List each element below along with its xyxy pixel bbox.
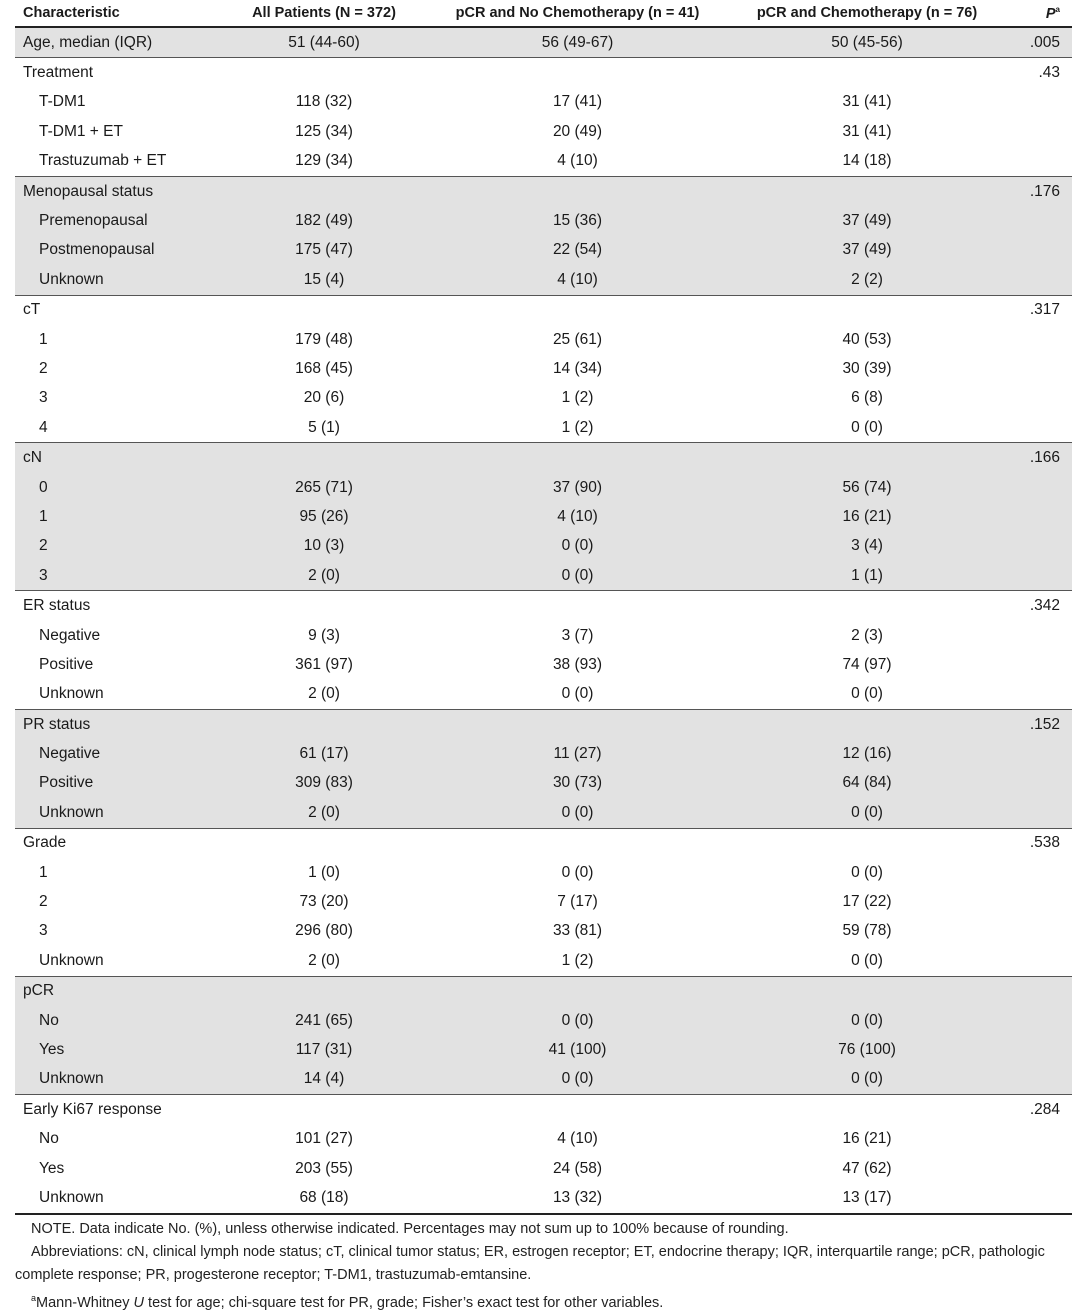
cell-pcr-no-chemotherapy: 0 (0)	[561, 685, 594, 703]
cell-p-value: .166	[1016, 443, 1072, 473]
row-label: Unknown	[39, 951, 104, 969]
cell-p-value	[1016, 946, 1072, 976]
table-row	[15, 88, 1072, 117]
cell-pcr-chemotherapy: 74 (97)	[842, 655, 892, 673]
row-label: 0	[15, 473, 211, 502]
cell-p-value	[1016, 739, 1072, 768]
footnote-a-text-u: U	[133, 1294, 145, 1311]
cell-pcr-chemotherapy: 3 (4)	[718, 532, 1016, 561]
cell-all-patients	[211, 709, 437, 739]
cell-pcr-no-chemotherapy: 20 (49)	[552, 122, 603, 140]
table-row	[15, 443, 1072, 473]
row-label: ER status	[15, 591, 211, 621]
header-p-footnote-marker: a	[1055, 4, 1060, 14]
row-label: Negative	[39, 626, 101, 644]
cell-pcr-chemotherapy: 76 (100)	[718, 1035, 1016, 1064]
cell-pcr-chemotherapy: 2 (2)	[718, 265, 1016, 295]
cell-pcr-no-chemotherapy	[437, 443, 718, 473]
row-label: 2	[39, 893, 48, 911]
cell-pcr-no-chemotherapy: 41 (100)	[437, 1035, 718, 1064]
cell-pcr-chemotherapy	[718, 443, 1016, 473]
cell-pcr-no-chemotherapy	[437, 295, 718, 325]
cell-p-value: .284	[1016, 1095, 1072, 1125]
row-label: 1	[15, 502, 211, 531]
row-label: Treatment	[15, 58, 211, 88]
cell-pcr-chemotherapy: 16 (21)	[718, 502, 1016, 531]
cell-pcr-chemotherapy: 0 (0)	[851, 863, 883, 881]
cell-p-value	[1016, 1035, 1072, 1064]
header-characteristic: Characteristic	[15, 0, 211, 27]
cell-pcr-chemotherapy: 0 (0)	[718, 1006, 1016, 1035]
cell-all-patients: 118 (32)	[295, 93, 353, 111]
cell-pcr-chemotherapy: 37 (49)	[718, 206, 1016, 235]
cell-all-patients: 2 (0)	[211, 798, 437, 828]
characteristics-table-container	[15, 0, 1072, 1215]
cell-pcr-chemotherapy: 1 (1)	[718, 561, 1016, 591]
cell-p-value	[1016, 147, 1072, 177]
cell-all-patients	[211, 828, 437, 858]
row-label: Positive	[39, 655, 94, 673]
cell-pcr-no-chemotherapy	[437, 58, 718, 88]
cell-p-value	[1016, 1154, 1072, 1183]
table-row	[15, 769, 1072, 798]
table-row	[15, 117, 1072, 146]
cell-p-value	[1016, 1065, 1072, 1095]
cell-p-value: .176	[1016, 176, 1072, 206]
table-header	[15, 0, 1072, 27]
cell-pcr-chemotherapy: 6 (8)	[851, 389, 883, 407]
table-row	[15, 295, 1072, 325]
cell-p-value	[1016, 650, 1072, 679]
cell-pcr-no-chemotherapy: 4 (10)	[557, 1130, 598, 1148]
cell-p-value	[1016, 325, 1072, 354]
header-p-label: P	[1045, 5, 1056, 22]
cell-all-patients: 125 (34)	[295, 122, 353, 140]
cell-p-value: .005	[1016, 27, 1072, 58]
row-label: Age, median (IQR)	[15, 27, 211, 58]
table-row	[15, 413, 1072, 443]
cell-p-value	[1016, 265, 1072, 295]
cell-pcr-chemotherapy: 13 (17)	[718, 1183, 1016, 1213]
table-row	[15, 1154, 1072, 1183]
cell-all-patients: 1 (0)	[308, 863, 340, 881]
cell-p-value	[1016, 88, 1072, 117]
row-label: cT	[15, 295, 211, 325]
cell-pcr-no-chemotherapy: 1 (2)	[561, 418, 594, 436]
table-row	[15, 384, 1072, 413]
cell-pcr-chemotherapy	[718, 976, 1016, 1006]
table-row	[15, 176, 1072, 206]
cell-pcr-no-chemotherapy	[437, 591, 718, 621]
row-label: PR status	[15, 709, 211, 739]
cell-pcr-no-chemotherapy: 30 (73)	[437, 769, 718, 798]
cell-all-patients: 2 (0)	[308, 951, 340, 969]
characteristics-table	[15, 0, 1072, 1215]
row-label: Trastuzumab + ET	[39, 152, 167, 170]
cell-p-value	[1016, 561, 1072, 591]
cell-p-value	[1016, 1006, 1072, 1035]
cell-pcr-chemotherapy: 64 (84)	[718, 769, 1016, 798]
row-label: Positive	[15, 769, 211, 798]
cell-p-value	[1016, 532, 1072, 561]
cell-p-value: .152	[1016, 709, 1072, 739]
row-label: Unknown	[15, 798, 211, 828]
row-label: 3	[15, 561, 211, 591]
table-row	[15, 946, 1072, 976]
cell-p-value	[1016, 887, 1072, 916]
cell-pcr-no-chemotherapy: 33 (81)	[552, 922, 603, 940]
row-label: No	[15, 1006, 211, 1035]
cell-p-value	[1016, 1183, 1072, 1213]
cell-pcr-no-chemotherapy: 4 (10)	[557, 152, 598, 170]
row-label: Menopausal status	[15, 176, 211, 206]
row-label: Unknown	[39, 685, 104, 703]
cell-all-patients: 309 (83)	[211, 769, 437, 798]
cell-all-patients: 10 (3)	[211, 532, 437, 561]
cell-all-patients: 95 (26)	[211, 502, 437, 531]
cell-p-value	[1016, 858, 1072, 887]
table-row	[15, 1124, 1072, 1153]
cell-p-value	[1016, 917, 1072, 946]
cell-pcr-no-chemotherapy: 13 (32)	[437, 1183, 718, 1213]
cell-pcr-no-chemotherapy: 1 (2)	[561, 389, 594, 407]
table-row	[15, 532, 1072, 561]
row-label: 1	[39, 863, 48, 881]
row-label: Unknown	[15, 1183, 211, 1213]
cell-pcr-no-chemotherapy: 4 (10)	[437, 502, 718, 531]
cell-pcr-no-chemotherapy: 0 (0)	[437, 1065, 718, 1095]
cell-p-value	[1016, 680, 1072, 710]
cell-pcr-no-chemotherapy	[437, 1095, 718, 1125]
table-row	[15, 917, 1072, 946]
table-row	[15, 206, 1072, 235]
table-row	[15, 561, 1072, 591]
cell-pcr-chemotherapy: 0 (0)	[851, 951, 883, 969]
table-row	[15, 976, 1072, 1006]
cell-pcr-no-chemotherapy	[437, 709, 718, 739]
cell-p-value	[1016, 502, 1072, 531]
cell-pcr-no-chemotherapy: 0 (0)	[437, 1006, 718, 1035]
footnote-a	[15, 1287, 1070, 1315]
cell-p-value: .317	[1016, 295, 1072, 325]
cell-pcr-no-chemotherapy: 0 (0)	[437, 561, 718, 591]
table-row	[15, 473, 1072, 502]
table-row	[15, 798, 1072, 828]
table-row	[15, 739, 1072, 768]
table-row	[15, 1065, 1072, 1095]
row-label: cN	[15, 443, 211, 473]
cell-p-value: .342	[1016, 591, 1072, 621]
cell-pcr-chemotherapy	[718, 828, 1016, 858]
cell-pcr-no-chemotherapy: 1 (2)	[561, 951, 594, 969]
cell-p-value	[1016, 473, 1072, 502]
cell-all-patients: 101 (27)	[295, 1130, 353, 1148]
cell-all-patients: 296 (80)	[295, 922, 353, 940]
cell-all-patients: 20 (6)	[303, 389, 345, 407]
footnote-a-text-1: Mann-Whitney	[36, 1294, 134, 1311]
row-label: pCR	[15, 976, 211, 1006]
table-row	[15, 502, 1072, 531]
table-row	[15, 58, 1072, 88]
row-label: Yes	[15, 1035, 211, 1064]
cell-p-value	[1016, 1124, 1072, 1153]
cell-all-patients: 241 (65)	[211, 1006, 437, 1035]
row-label: 3	[39, 389, 48, 407]
cell-pcr-chemotherapy: 0 (0)	[851, 685, 883, 703]
cell-pcr-chemotherapy: 16 (21)	[842, 1130, 892, 1148]
row-label: No	[39, 1130, 59, 1148]
cell-all-patients: 2 (0)	[308, 685, 340, 703]
cell-all-patients	[211, 976, 437, 1006]
header-p-value	[1016, 0, 1072, 27]
row-label: Yes	[39, 1159, 65, 1177]
row-label: 2	[39, 359, 48, 377]
cell-pcr-chemotherapy: 31 (41)	[842, 122, 892, 140]
footnote-note: NOTE. Data indicate No. (%), unless otherwise indicated. Percentages may not sum up to 100% because of rounding.	[31, 1221, 789, 1237]
footnote-abbreviations: Abbreviations: cN, clinical lymph node status; cT, clinical tumor status; ER, estrogen receptor; ET, endocrine therapy; IQR, interquartile range; pCR, pathologic complete response; PR, progesterone receptor; T-DM1, trastuzumab-emtansine.	[15, 1244, 1045, 1283]
cell-all-patients: 51 (44-60)	[211, 27, 437, 58]
cell-all-patients: 117 (31)	[211, 1035, 437, 1064]
cell-pcr-no-chemotherapy	[437, 976, 718, 1006]
cell-all-patients: 129 (34)	[295, 152, 353, 170]
cell-all-patients	[211, 295, 437, 325]
cell-pcr-no-chemotherapy: 24 (58)	[552, 1159, 603, 1177]
table-row	[15, 1183, 1072, 1213]
table-row	[15, 354, 1072, 383]
row-label: Unknown	[15, 265, 211, 295]
cell-pcr-no-chemotherapy: 3 (7)	[561, 626, 594, 644]
header-pcr-chemotherapy: pCR and Chemotherapy (n = 76)	[718, 0, 1016, 27]
cell-pcr-chemotherapy: 0 (0)	[718, 1065, 1016, 1095]
header-all-patients: All Patients (N = 372)	[211, 0, 437, 27]
row-label: 1	[39, 330, 48, 348]
cell-pcr-no-chemotherapy: 14 (34)	[552, 359, 603, 377]
cell-all-patients: 265 (71)	[211, 473, 437, 502]
cell-pcr-chemotherapy	[718, 709, 1016, 739]
row-label: T-DM1	[39, 93, 86, 111]
cell-pcr-no-chemotherapy: 17 (41)	[552, 93, 603, 111]
table-row	[15, 325, 1072, 354]
cell-pcr-no-chemotherapy: 38 (93)	[552, 655, 603, 673]
cell-pcr-chemotherapy	[718, 1095, 1016, 1125]
cell-pcr-no-chemotherapy: 25 (61)	[552, 330, 603, 348]
table-row	[15, 887, 1072, 916]
cell-pcr-no-chemotherapy: 22 (54)	[437, 236, 718, 265]
cell-p-value	[1016, 117, 1072, 146]
cell-pcr-no-chemotherapy: 0 (0)	[437, 532, 718, 561]
cell-pcr-no-chemotherapy: 11 (27)	[437, 739, 718, 768]
cell-all-patients: 175 (47)	[211, 236, 437, 265]
row-label: 4	[39, 418, 48, 436]
cell-all-patients: 168 (45)	[295, 359, 353, 377]
cell-p-value: .538	[1016, 828, 1072, 858]
cell-pcr-chemotherapy: 47 (62)	[842, 1159, 892, 1177]
row-label: 2	[15, 532, 211, 561]
cell-p-value	[1016, 384, 1072, 413]
row-label: Negative	[15, 739, 211, 768]
cell-pcr-no-chemotherapy: 15 (36)	[437, 206, 718, 235]
cell-pcr-chemotherapy: 17 (22)	[842, 893, 892, 911]
table-row	[15, 147, 1072, 177]
cell-all-patients	[211, 1095, 437, 1125]
cell-all-patients: 73 (20)	[299, 893, 349, 911]
cell-pcr-chemotherapy: 31 (41)	[842, 93, 892, 111]
table-row	[15, 858, 1072, 887]
table-row	[15, 828, 1072, 858]
table-row	[15, 265, 1072, 295]
cell-p-value	[1016, 413, 1072, 443]
cell-pcr-chemotherapy: 37 (49)	[718, 236, 1016, 265]
cell-pcr-chemotherapy: 30 (39)	[842, 359, 892, 377]
row-label: Unknown	[15, 1065, 211, 1095]
cell-pcr-chemotherapy	[718, 176, 1016, 206]
cell-all-patients: 68 (18)	[211, 1183, 437, 1213]
cell-all-patients: 203 (55)	[295, 1159, 353, 1177]
cell-all-patients: 361 (97)	[295, 655, 353, 673]
row-label: Early Ki67 response	[15, 1095, 211, 1125]
cell-all-patients: 14 (4)	[211, 1065, 437, 1095]
cell-all-patients	[211, 591, 437, 621]
cell-p-value	[1016, 769, 1072, 798]
cell-p-value	[1016, 621, 1072, 650]
cell-all-patients: 9 (3)	[308, 626, 340, 644]
table-row	[15, 1006, 1072, 1035]
cell-all-patients: 2 (0)	[211, 561, 437, 591]
cell-pcr-chemotherapy: 12 (16)	[718, 739, 1016, 768]
cell-pcr-no-chemotherapy: 0 (0)	[437, 798, 718, 828]
cell-pcr-chemotherapy: 50 (45-56)	[718, 27, 1016, 58]
row-label: T-DM1 + ET	[39, 122, 123, 140]
cell-pcr-no-chemotherapy: 0 (0)	[561, 863, 594, 881]
cell-pcr-chemotherapy: 0 (0)	[851, 418, 883, 436]
table-row	[15, 27, 1072, 58]
cell-pcr-chemotherapy	[718, 295, 1016, 325]
table-row	[15, 650, 1072, 679]
header-pcr-no-chemotherapy: pCR and No Chemotherapy (n = 41)	[437, 0, 718, 27]
table-row	[15, 1095, 1072, 1125]
cell-pcr-chemotherapy: 56 (74)	[718, 473, 1016, 502]
cell-pcr-chemotherapy: 40 (53)	[842, 330, 892, 348]
cell-p-value	[1016, 236, 1072, 265]
cell-p-value: .43	[1016, 58, 1072, 88]
cell-pcr-chemotherapy: 2 (3)	[851, 626, 883, 644]
cell-pcr-no-chemotherapy: 4 (10)	[437, 265, 718, 295]
row-label: Grade	[15, 828, 211, 858]
table-row	[15, 621, 1072, 650]
cell-all-patients: 182 (49)	[211, 206, 437, 235]
table-row	[15, 709, 1072, 739]
row-label: 3	[39, 922, 48, 940]
cell-pcr-no-chemotherapy	[437, 828, 718, 858]
row-label: Postmenopausal	[15, 236, 211, 265]
cell-p-value	[1016, 798, 1072, 828]
table-row	[15, 680, 1072, 710]
cell-pcr-chemotherapy	[718, 591, 1016, 621]
footnote-a-text-2: test for age; chi-square test for PR, grade; Fisher’s exact test for other variables.	[144, 1294, 664, 1311]
table-footnotes	[15, 1218, 1070, 1315]
cell-pcr-no-chemotherapy: 7 (17)	[557, 893, 598, 911]
table-row	[15, 236, 1072, 265]
table-row	[15, 591, 1072, 621]
cell-pcr-chemotherapy: 59 (78)	[842, 922, 892, 940]
cell-all-patients: 5 (1)	[308, 418, 340, 436]
table-body	[15, 27, 1072, 1214]
cell-all-patients	[211, 58, 437, 88]
cell-pcr-chemotherapy	[718, 58, 1016, 88]
cell-p-value	[1016, 354, 1072, 383]
cell-all-patients: 61 (17)	[211, 739, 437, 768]
cell-p-value	[1016, 976, 1072, 1006]
cell-pcr-no-chemotherapy	[437, 176, 718, 206]
cell-p-value	[1016, 206, 1072, 235]
table-row	[15, 1035, 1072, 1064]
row-label: Premenopausal	[15, 206, 211, 235]
cell-all-patients	[211, 443, 437, 473]
cell-pcr-chemotherapy: 0 (0)	[718, 798, 1016, 828]
cell-pcr-no-chemotherapy: 56 (49-67)	[437, 27, 718, 58]
footnote-a-marker: a	[31, 1293, 37, 1303]
cell-pcr-chemotherapy: 14 (18)	[842, 152, 892, 170]
cell-all-patients	[211, 176, 437, 206]
cell-all-patients: 179 (48)	[295, 330, 353, 348]
cell-pcr-no-chemotherapy: 37 (90)	[437, 473, 718, 502]
cell-all-patients: 15 (4)	[211, 265, 437, 295]
